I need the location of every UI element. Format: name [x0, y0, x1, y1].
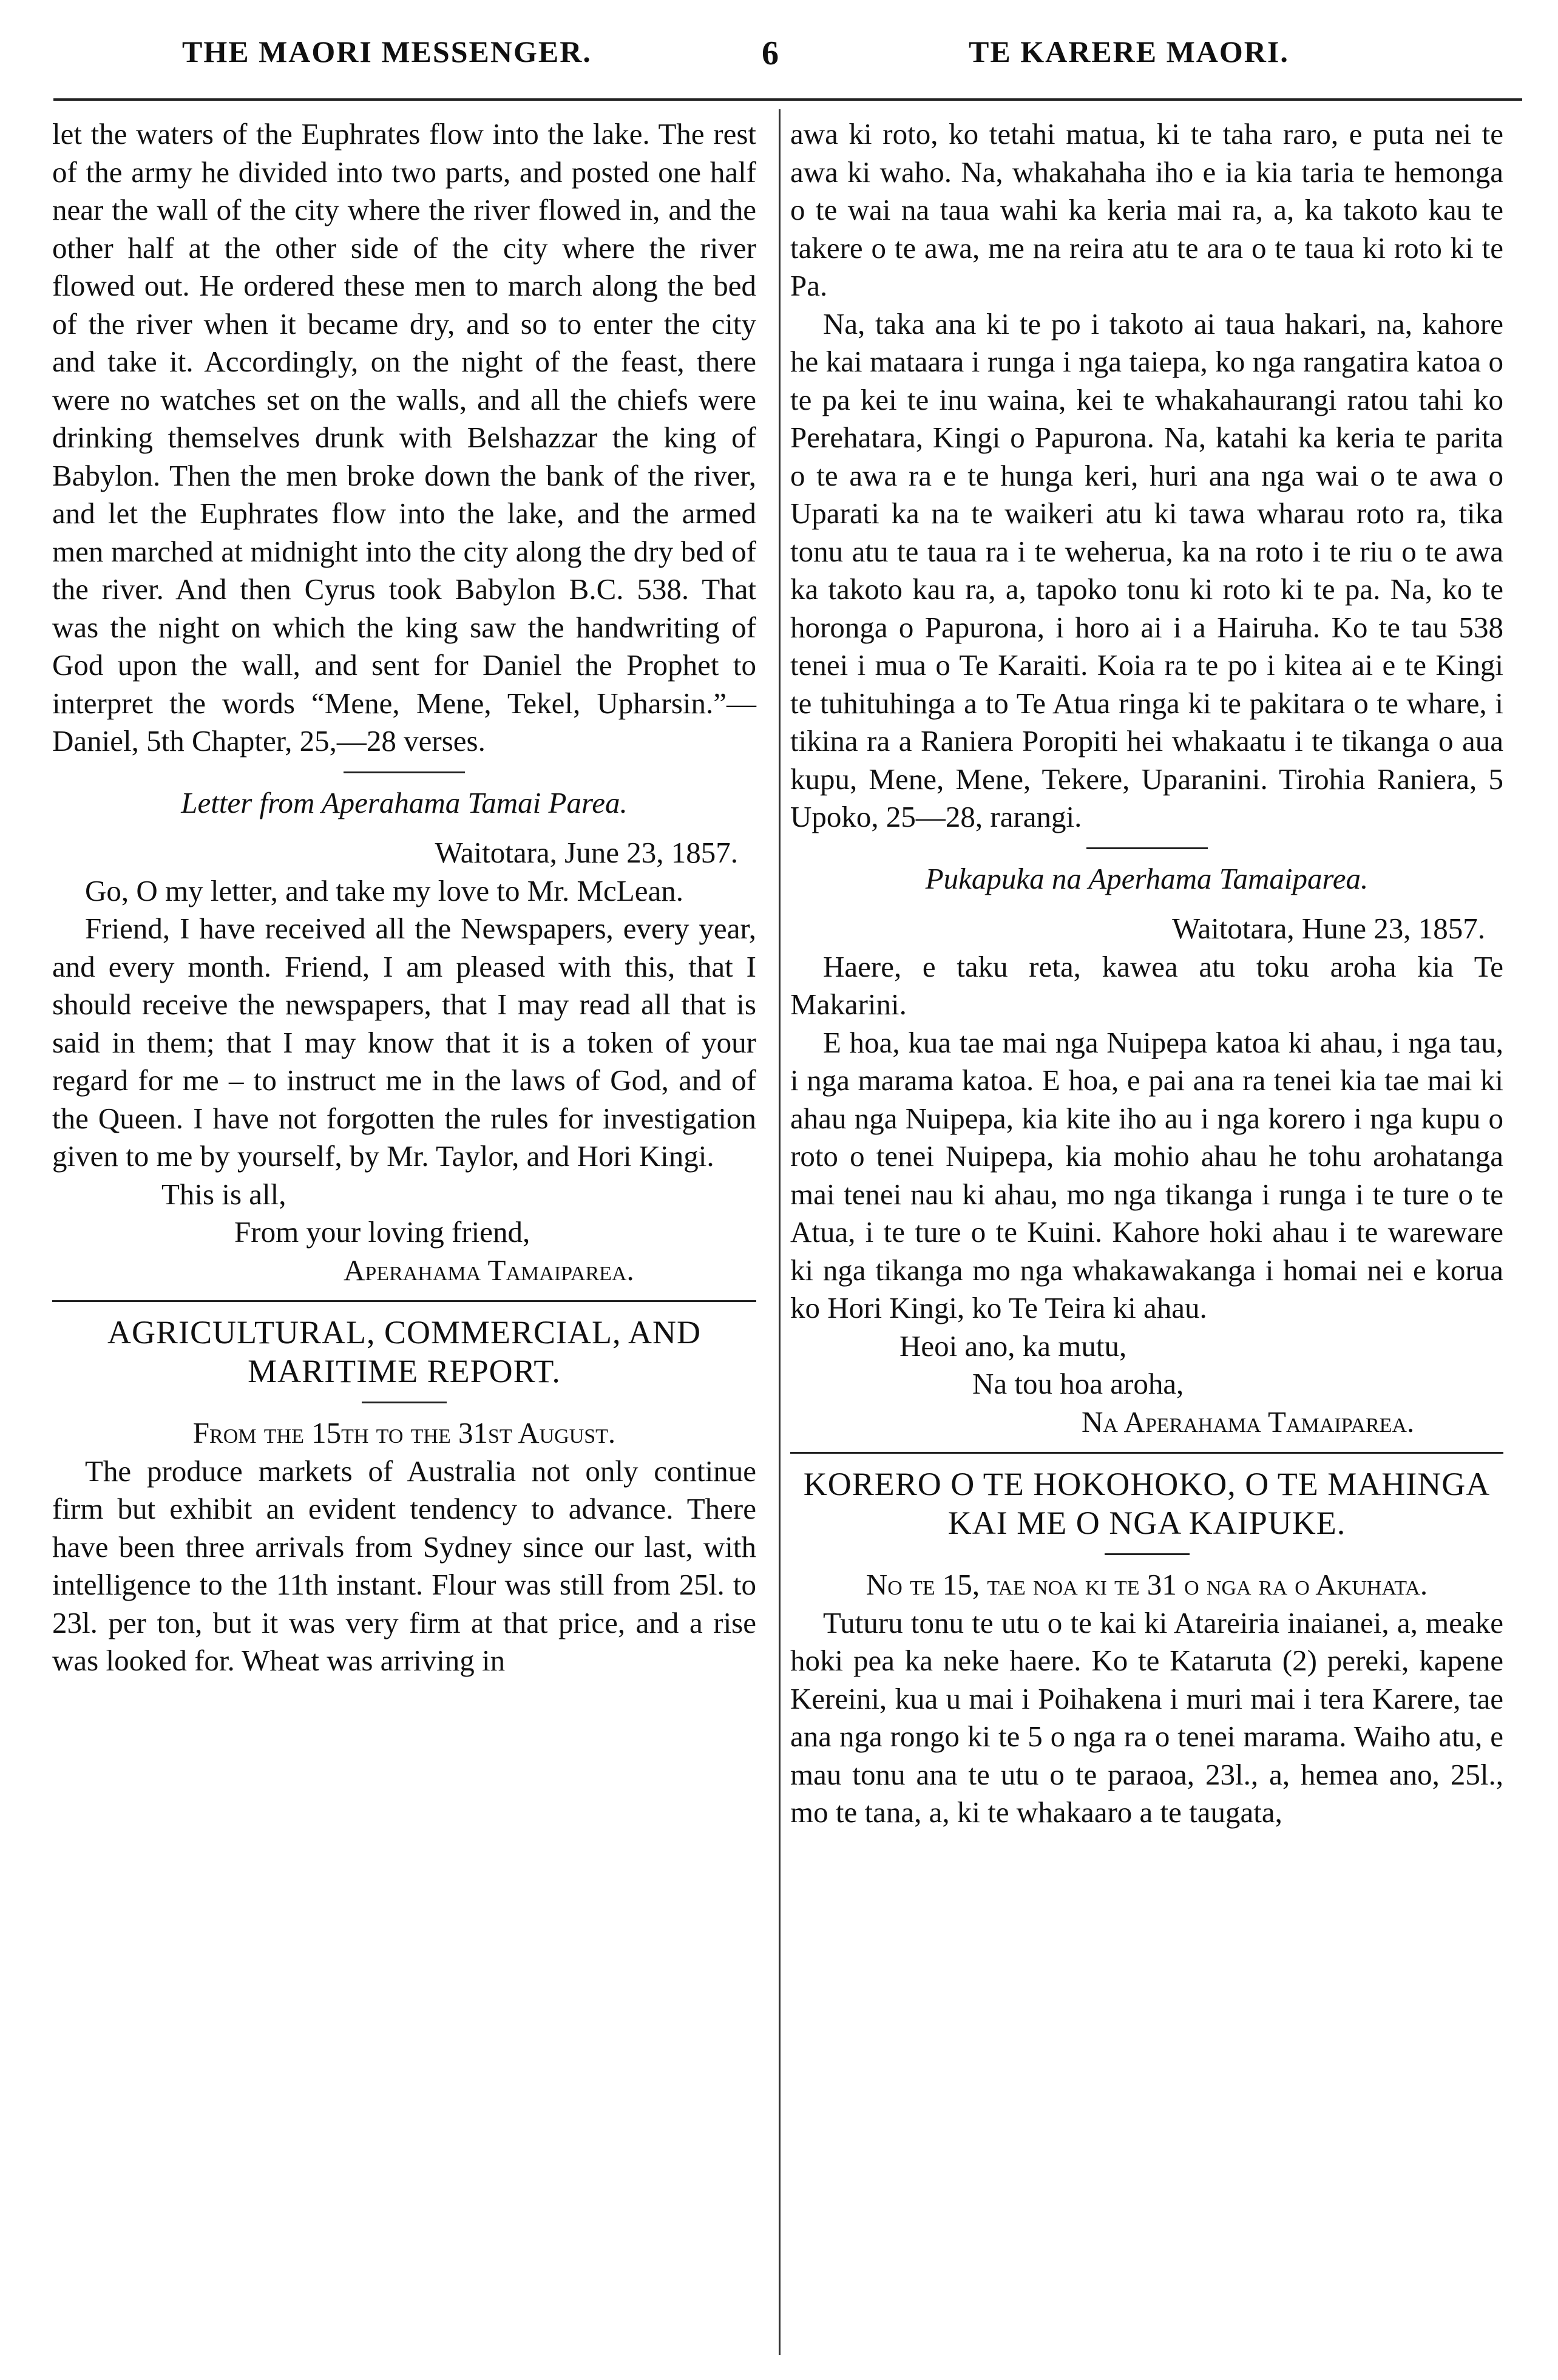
section-divider	[1086, 847, 1208, 849]
letter-closing: This is all,	[161, 1177, 286, 1211]
letter-dateline: Waitotara, Hune 23, 1857.	[1172, 912, 1485, 945]
report-subtitle: From the 15th to the 31st August.	[192, 1416, 616, 1449]
letter-paragraph: E hoa, kua tae mai nga Nuipepa katoa ki ahau, i nga tau, i nga marama katoa. E hoa, e pai ana ra tenei kia tae mai ki ahau nga Nuipepa, kia kite iho au i nga korero i nga kupu o roto o tenei Nuipepa, kia mohio ahau he tohu arohatanga mai tenei nau ki ahau, mo nga tikanga i runga i te ture o te Atua, i te ture o te Kuini. Kahore hoki ahau i te wareware ki nga tikanga mo nga whakawakanga i homai nei e korua ko Hori Kingi, ko Te Teira ki ahau.	[790, 1025, 1503, 1324]
report-title: KORERO O TE HOKOHOKO, O TE MAHINGA KAI ME O NGA KAIPUKE.	[803, 1466, 1491, 1541]
masthead-english: THE MAORI MESSENGER.	[182, 35, 592, 69]
letter-closing: Heoi ano, ka mutu,	[899, 1329, 1127, 1363]
letter-paragraph: Haere, e taku reta, kawea atu toku aroha kia Te Makarini.	[790, 949, 1503, 1021]
continued-article-text: awa ki roto, ko tetahi matua, ki te taha raro, e puta nei te awa ki waho. Na, whakahaha iho e ia kia taria te hemonga o te wai na taua wahi ka keria mai ra, a, ka takoto kau te takere o te awa, me na reira atu te ara o te taua ki roto ki te Pa.	[790, 117, 1503, 302]
report-subtitle: No te 15, tae noa ki te 31 o nga ra o Akuhata.	[865, 1568, 1428, 1601]
section-divider	[1105, 1553, 1190, 1555]
continued-article-text: let the waters of the Euphrates flow into the lake. The rest of the army he divided into two parts, and posted one half near the wall of the city where the river flowed in, and the other half at the other side of the city where the river flowed out. He ordered these men to march along the bed of the river when it became dry, and so to enter the city and take it. Accordingly, on the night of the feast, there were no watches set on the walls, and all the chiefs were drinking themselves drunk with Belshazzar the king of Babylon. Then the men broke down the bank of the river, and let the Euphrates flow into the lake, and the armed men marched at midnight into the city along the dry bed of the river. And then Cyrus took Babylon B.C. 538. That was the night on which the king saw the handwriting of God upon the wall, and sent for Daniel the Prophet to interpret the words “Mene, Mene, Tekel, Upharsin.”—Daniel, 5th Chapter, 25,—28 verses.	[52, 117, 756, 758]
page-number: 6	[762, 35, 779, 72]
letter-heading: Pukapuka na Aperhama Tamaiparea.	[925, 861, 1369, 895]
letter-signature: Na Aperahama Tamaiparea.	[1082, 1405, 1415, 1439]
header-rule	[53, 98, 1522, 101]
article-paragraph: Na, taka ana ki te po i takoto ai taua hakari, na, kahore he kai mataara i runga i nga taiepa, ko nga rangatira katoa o te pa kei te inu waina, kei te whakahaurangi ratou tahi ko Perehatara, Kingi o Papurona. Na, katahi ka keria te parita o te awa ra e te hunga keri, huri ana nga wai o te awa o Uparati ka na te waikeri atu ki tawa wharau roto ra, tika tonu atu te taua ra i te weherua, ka na roto i te riu o te awa ka takoto kau ra, a, tapoko tonu ki roto ki te pa. Na, ko te horonga o Papurona, i horo ai i a Hairuha. Ko te tau 538 tenei i mua o Te Karaiti. Koia ra te po i kitea ai e te Kingi te tuhituhinga a to Te Atua ringa ki te pakitara o te whare, i tikina ra a Raniera Poropiti hei whakaatu i te tikanga o aua kupu, Mene, Mene, Tekere, Uparanini. Tirohia Raniera, 5 Upoko, 25—28, rarangi.	[790, 307, 1503, 833]
english-column	[52, 115, 756, 1680]
section-divider	[344, 771, 465, 773]
letter-closing: Na tou hoa aroha,	[972, 1367, 1184, 1400]
maori-column	[790, 115, 1503, 1832]
letter-heading: Letter from Aperahama Tamai Parea.	[181, 785, 628, 819]
letter-signature: Aperahama Tamaiparea.	[344, 1253, 634, 1287]
section-divider	[362, 1402, 447, 1403]
masthead-maori: TE KARERE MAORI.	[969, 35, 1289, 69]
report-paragraph: The produce markets of Australia not only continue firm but exhibit an evident tendency to advance. There have been three arrivals from Sydney since our last, with intelligence to the 11th instant. Flour was still from 25l. to 23l. per ton, but it was very firm at that price, and a rise was looked for. Wheat was arriving in	[52, 1454, 756, 1677]
letter-dateline: Waitotara, June 23, 1857.	[435, 836, 738, 869]
page-header	[0, 34, 1558, 89]
letter-closing: From your loving friend,	[234, 1215, 530, 1249]
section-divider	[790, 1452, 1503, 1454]
report-title: AGRICULTURAL, COMMERCIAL, AND MARITIME REPORT.	[107, 1314, 702, 1389]
section-divider	[52, 1300, 756, 1302]
report-paragraph: Tuturu tonu te utu o te kai ki Atareiria inaianei, a, meake hoki pea ka neke haere. Ko te Kataruta (2) pereki, kapene Kereini, kua u mai i Poihakena i muri mai i tera Karere, tae ana nga rongo ki te 5 o nga ra o tenei marama. Waiho atu, e mau tonu ana te utu o te paraoa, 23l., a, hemea ano, 25l., mo te tana, a, ki te whakaaro a te taugata,	[790, 1605, 1503, 1829]
column-divider	[779, 109, 781, 2355]
letter-paragraph: Friend, I have received all the Newspapers, every year, and every month. Friend, I am pleased with this, that I should receive the newspapers, that I may read all that is said in them; that I may know that it is a token of your regard for me – to instruct me in the laws of God, and of the Queen. I have not forgotten the rules for investigation given to me by yourself, by Mr. Taylor, and Hori Kingi.	[52, 912, 756, 1173]
letter-paragraph: Go, O my letter, and take my love to Mr. McLean.	[85, 873, 683, 907]
